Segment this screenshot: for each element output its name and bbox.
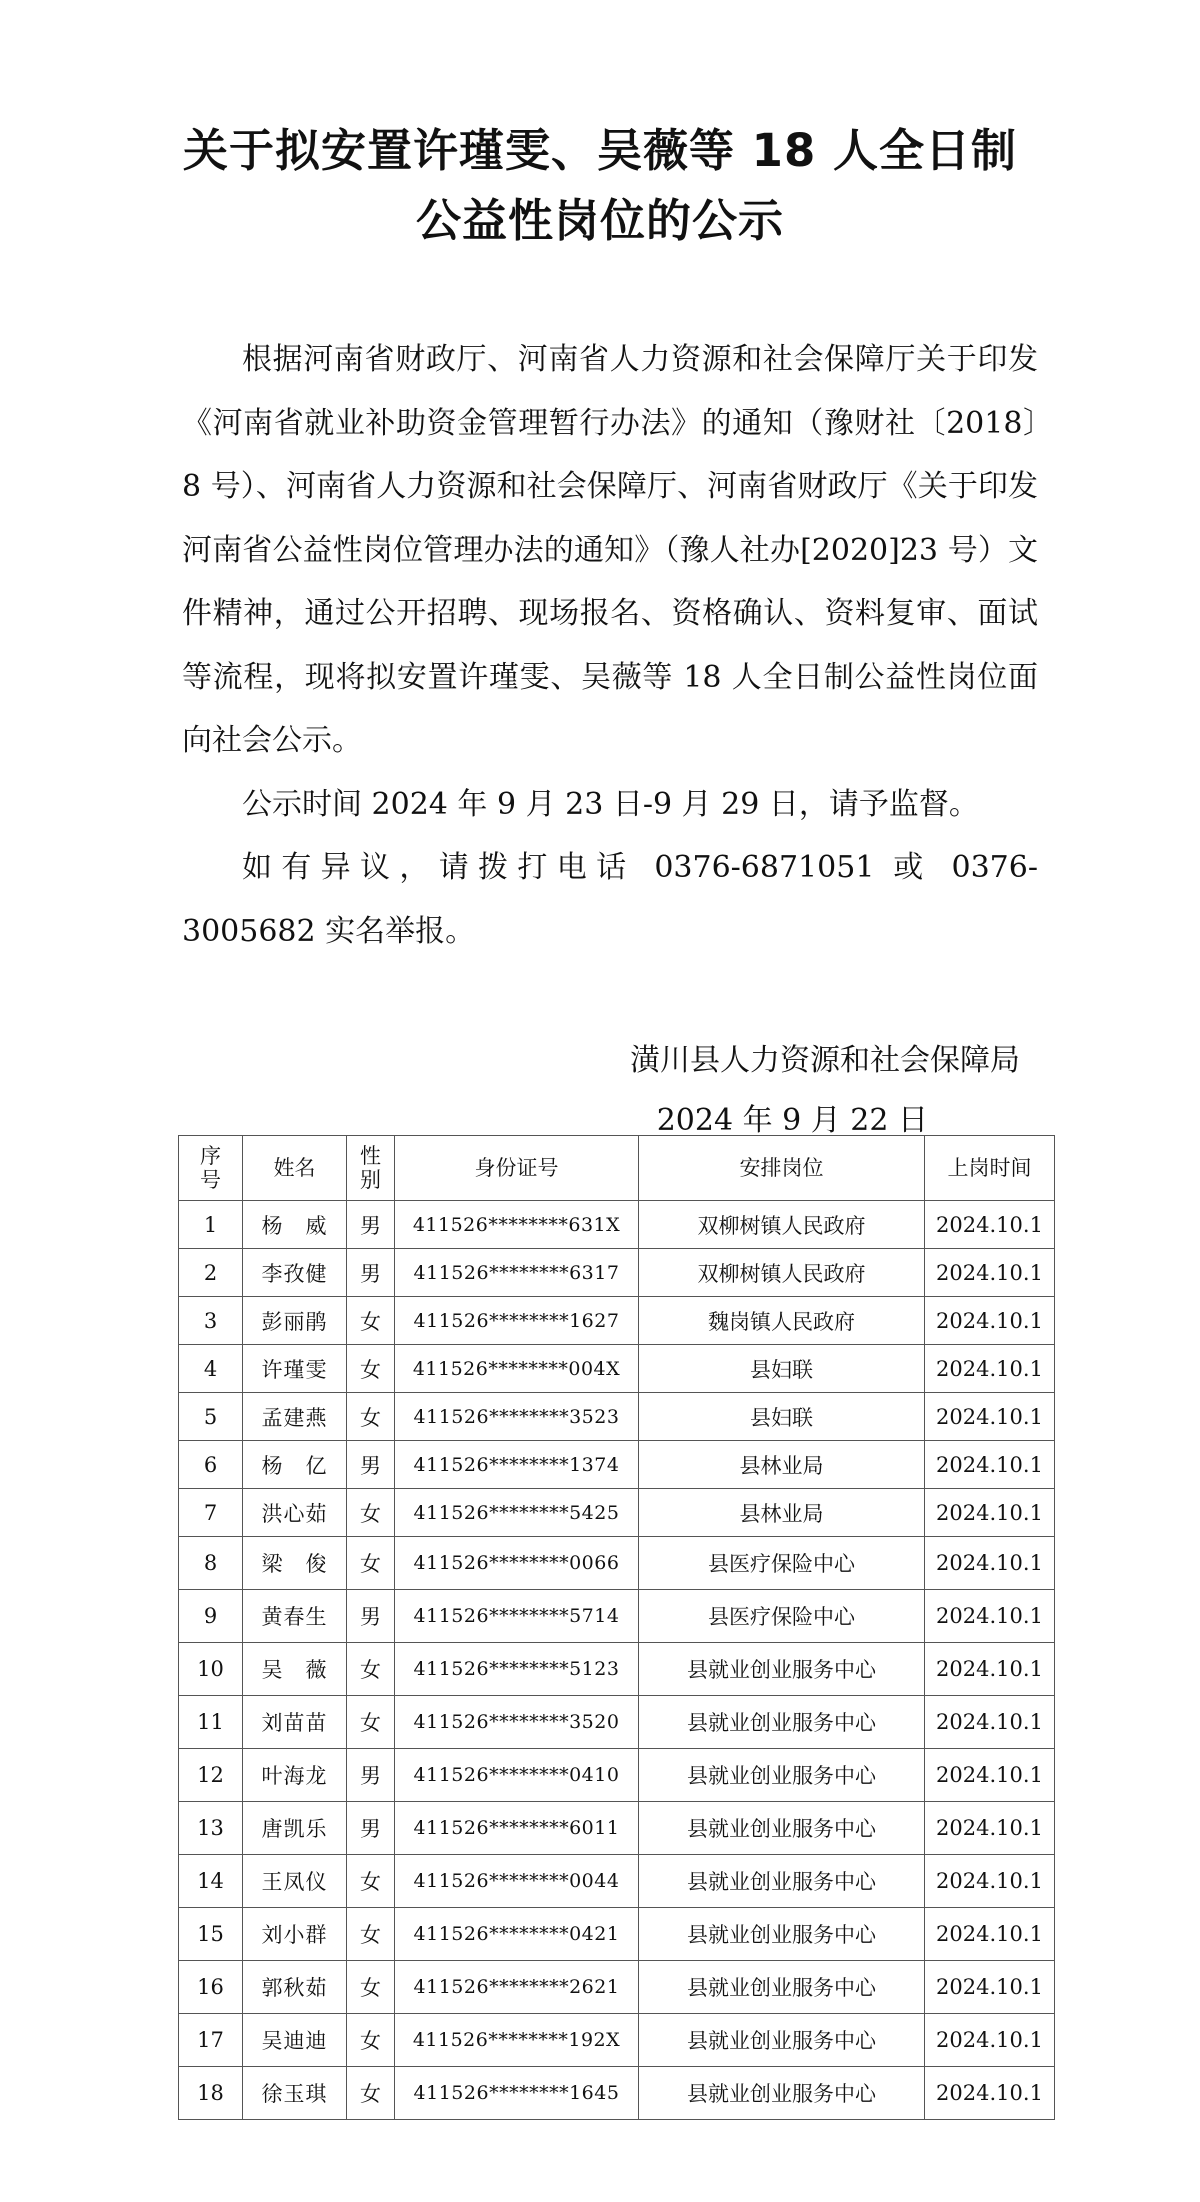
cell-post: 县妇联 <box>639 1345 925 1393</box>
cell-post: 双柳树镇人民政府 <box>639 1249 925 1297</box>
cell-start-date: 2024.10.1 <box>925 1441 1055 1489</box>
cell-id-number: 411526********2621 <box>395 1961 639 2014</box>
cell-start-date: 2024.10.1 <box>925 1537 1055 1590</box>
header-start-date: 上岗时间 <box>925 1136 1055 1201</box>
cell-id-number: 411526********0410 <box>395 1749 639 1802</box>
signature-block <box>560 1031 1020 1151</box>
cell-post: 魏岗镇人民政府 <box>639 1297 925 1345</box>
header-id-number: 身份证号 <box>395 1136 639 1201</box>
cell-name: 杨 亿 <box>243 1441 347 1489</box>
cell-gender: 女 <box>347 1297 395 1345</box>
cell-number: 7 <box>179 1489 243 1537</box>
document-title <box>120 116 1080 256</box>
cell-name: 梁 俊 <box>243 1537 347 1590</box>
cell-start-date: 2024.10.1 <box>925 1345 1055 1393</box>
header-name: 姓名 <box>243 1136 347 1201</box>
cell-number: 14 <box>179 1855 243 1908</box>
cell-post: 县就业创业服务中心 <box>639 1908 925 1961</box>
issuing-organization: 潢川县人力资源和社会保障局 <box>630 1043 1020 1078</box>
cell-number: 8 <box>179 1537 243 1590</box>
cell-number: 4 <box>179 1345 243 1393</box>
cell-number: 18 <box>179 2067 243 2120</box>
paragraph-basis: 根据河南省财政厅、河南省人力资源和社会保障厅关于印发《河南省就业补助资金管理暂行办法》的通知（豫财社〔2018〕8 号）、河南省人力资源和社会保障厅、河南省财政厅《关于印发河南省公益性岗位管理办法的通知》（豫人社办[2020]23 号）文件精神，通过公开招聘、现场报名、资格确认、资料复审、面试等流程，现将拟安置许瑾雯、吴薇等 18 人全日制公益性岗位面向社会公示。 <box>182 342 1038 758</box>
table-row <box>179 1802 1055 1855</box>
cell-start-date: 2024.10.1 <box>925 1908 1055 1961</box>
cell-name: 刘苗苗 <box>243 1696 347 1749</box>
cell-post: 县就业创业服务中心 <box>639 1802 925 1855</box>
cell-gender: 女 <box>347 1393 395 1441</box>
cell-post: 县医疗保险中心 <box>639 1537 925 1590</box>
cell-gender: 男 <box>347 1802 395 1855</box>
cell-gender: 女 <box>347 1908 395 1961</box>
table-row <box>179 2067 1055 2120</box>
cell-number: 6 <box>179 1441 243 1489</box>
cell-name: 李孜健 <box>243 1249 347 1297</box>
header-gender-line-2: 别 <box>360 1168 381 1192</box>
cell-gender: 女 <box>347 1345 395 1393</box>
cell-start-date: 2024.10.1 <box>925 1643 1055 1696</box>
personnel-table <box>178 1135 1055 2120</box>
cell-post: 县就业创业服务中心 <box>639 1749 925 1802</box>
cell-number: 11 <box>179 1696 243 1749</box>
cell-post: 县就业创业服务中心 <box>639 1961 925 2014</box>
cell-start-date: 2024.10.1 <box>925 1201 1055 1249</box>
header-number-line-2: 号 <box>200 1168 221 1192</box>
cell-id-number: 411526********3520 <box>395 1696 639 1749</box>
cell-gender: 男 <box>347 1249 395 1297</box>
title-line-2: 公益性岗位的公示 <box>415 194 784 247</box>
cell-post: 县就业创业服务中心 <box>639 1643 925 1696</box>
cell-start-date: 2024.10.1 <box>925 1249 1055 1297</box>
cell-id-number: 411526********1645 <box>395 2067 639 2120</box>
cell-id-number: 411526********1374 <box>395 1441 639 1489</box>
cell-id-number: 411526********6011 <box>395 1802 639 1855</box>
paragraph-objection: 如有异议，请拨打电话 0376-6871051 或 0376-3005682 实名举报。 <box>182 850 1038 949</box>
cell-number: 17 <box>179 2014 243 2067</box>
cell-start-date: 2024.10.1 <box>925 1489 1055 1537</box>
cell-post: 县林业局 <box>639 1489 925 1537</box>
cell-id-number: 411526********5425 <box>395 1489 639 1537</box>
cell-start-date: 2024.10.1 <box>925 2067 1055 2120</box>
table-row <box>179 1201 1055 1249</box>
cell-gender: 女 <box>347 2014 395 2067</box>
cell-id-number: 411526********004X <box>395 1345 639 1393</box>
cell-gender: 男 <box>347 1201 395 1249</box>
cell-gender: 女 <box>347 1643 395 1696</box>
cell-id-number: 411526********5714 <box>395 1590 639 1643</box>
table-row <box>179 1749 1055 1802</box>
cell-number: 9 <box>179 1590 243 1643</box>
notice-body <box>182 328 1038 963</box>
cell-name: 孟建燕 <box>243 1393 347 1441</box>
cell-number: 3 <box>179 1297 243 1345</box>
table-row <box>179 1249 1055 1297</box>
cell-gender: 男 <box>347 1749 395 1802</box>
cell-id-number: 411526********192X <box>395 2014 639 2067</box>
table-row <box>179 1297 1055 1345</box>
cell-start-date: 2024.10.1 <box>925 1696 1055 1749</box>
table-row <box>179 1537 1055 1590</box>
cell-start-date: 2024.10.1 <box>925 1802 1055 1855</box>
table-row <box>179 1345 1055 1393</box>
header-post: 安排岗位 <box>639 1136 925 1201</box>
cell-start-date: 2024.10.1 <box>925 1855 1055 1908</box>
cell-gender: 男 <box>347 1590 395 1643</box>
paragraph-period: 公示时间 2024 年 9 月 23 日-9 月 29 日，请予监督。 <box>242 786 979 822</box>
cell-id-number: 411526********631X <box>395 1201 639 1249</box>
cell-gender: 女 <box>347 1537 395 1590</box>
cell-id-number: 411526********3523 <box>395 1393 639 1441</box>
cell-start-date: 2024.10.1 <box>925 2014 1055 2067</box>
cell-gender: 女 <box>347 1961 395 2014</box>
cell-post: 双柳树镇人民政府 <box>639 1201 925 1249</box>
cell-number: 16 <box>179 1961 243 2014</box>
cell-post: 县医疗保险中心 <box>639 1590 925 1643</box>
header-gender <box>347 1136 395 1201</box>
cell-start-date: 2024.10.1 <box>925 1961 1055 2014</box>
cell-number: 5 <box>179 1393 243 1441</box>
cell-number: 1 <box>179 1201 243 1249</box>
cell-name: 黄春生 <box>243 1590 347 1643</box>
title-line-1: 关于拟安置许瑾雯、吴薇等 18 人全日制 <box>183 124 1017 177</box>
cell-gender: 男 <box>347 1441 395 1489</box>
cell-name: 王凤仪 <box>243 1855 347 1908</box>
cell-number: 13 <box>179 1802 243 1855</box>
table-row <box>179 1441 1055 1489</box>
issue-date: 2024 年 9 月 22 日 <box>656 1103 928 1138</box>
cell-name: 吴 薇 <box>243 1643 347 1696</box>
cell-id-number: 411526********6317 <box>395 1249 639 1297</box>
cell-name: 杨 威 <box>243 1201 347 1249</box>
cell-name: 洪心茹 <box>243 1489 347 1537</box>
cell-name: 刘小群 <box>243 1908 347 1961</box>
table-row <box>179 1590 1055 1643</box>
header-number-line-1: 序 <box>200 1144 221 1168</box>
cell-id-number: 411526********0066 <box>395 1537 639 1590</box>
cell-start-date: 2024.10.1 <box>925 1590 1055 1643</box>
table-row <box>179 1643 1055 1696</box>
cell-name: 唐凯乐 <box>243 1802 347 1855</box>
cell-post: 县林业局 <box>639 1441 925 1489</box>
cell-post: 县就业创业服务中心 <box>639 2014 925 2067</box>
table-row <box>179 1393 1055 1441</box>
cell-start-date: 2024.10.1 <box>925 1749 1055 1802</box>
cell-gender: 女 <box>347 1696 395 1749</box>
cell-gender: 女 <box>347 1489 395 1537</box>
cell-id-number: 411526********1627 <box>395 1297 639 1345</box>
cell-name: 许瑾雯 <box>243 1345 347 1393</box>
cell-name: 叶海龙 <box>243 1749 347 1802</box>
cell-number: 10 <box>179 1643 243 1696</box>
cell-name: 吴迪迪 <box>243 2014 347 2067</box>
table-row <box>179 1696 1055 1749</box>
cell-gender: 女 <box>347 2067 395 2120</box>
cell-id-number: 411526********5123 <box>395 1643 639 1696</box>
table-row <box>179 1855 1055 1908</box>
cell-name: 郭秋茹 <box>243 1961 347 2014</box>
cell-start-date: 2024.10.1 <box>925 1297 1055 1345</box>
table-body <box>179 1201 1055 2120</box>
table-row <box>179 1908 1055 1961</box>
cell-post: 县妇联 <box>639 1393 925 1441</box>
cell-post: 县就业创业服务中心 <box>639 1696 925 1749</box>
header-number <box>179 1136 243 1201</box>
cell-post: 县就业创业服务中心 <box>639 2067 925 2120</box>
cell-name: 彭丽鹃 <box>243 1297 347 1345</box>
cell-number: 2 <box>179 1249 243 1297</box>
cell-id-number: 411526********0421 <box>395 1908 639 1961</box>
cell-start-date: 2024.10.1 <box>925 1393 1055 1441</box>
header-gender-line-1: 性 <box>360 1144 381 1168</box>
cell-number: 15 <box>179 1908 243 1961</box>
cell-id-number: 411526********0044 <box>395 1855 639 1908</box>
cell-post: 县就业创业服务中心 <box>639 1855 925 1908</box>
table-row <box>179 1961 1055 2014</box>
cell-gender: 女 <box>347 1855 395 1908</box>
cell-name: 徐玉琪 <box>243 2067 347 2120</box>
table-header-row <box>179 1136 1055 1201</box>
cell-number: 12 <box>179 1749 243 1802</box>
table-row <box>179 2014 1055 2067</box>
table-row <box>179 1489 1055 1537</box>
